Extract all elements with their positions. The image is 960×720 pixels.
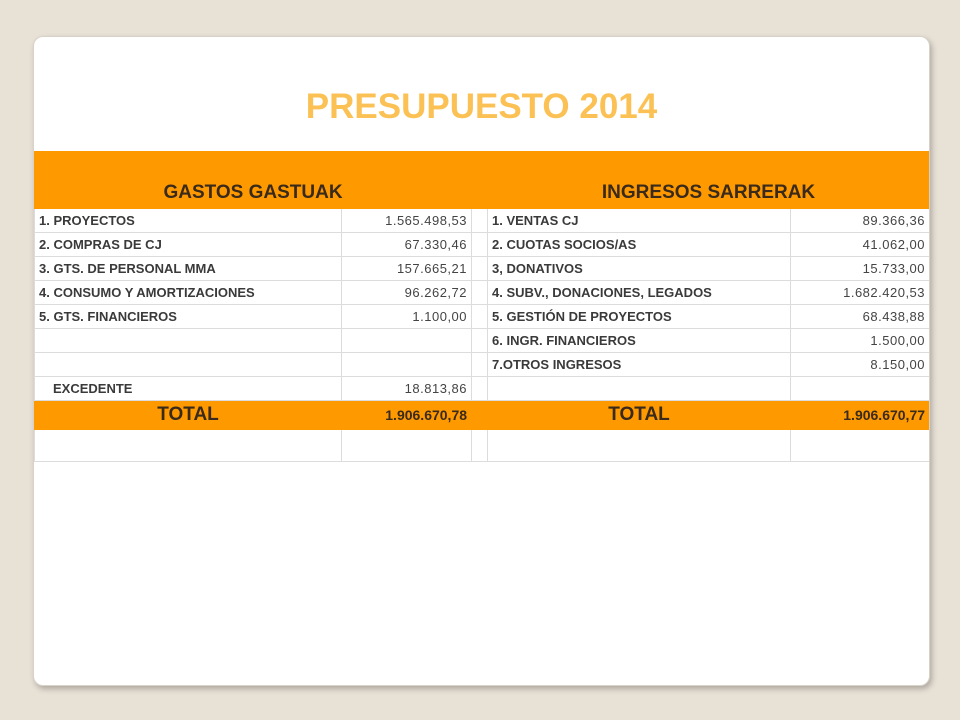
budget-table [34, 151, 930, 462]
ingreso-label: 5. GESTIÓN DE PROYECTOS [488, 305, 791, 329]
gasto-value [342, 329, 472, 353]
ingreso-value: 15.733,00 [791, 257, 930, 281]
gasto-label: EXCEDENTE [35, 377, 342, 401]
gasto-value: 18.813,86 [342, 377, 472, 401]
gap-cell [472, 281, 488, 305]
gasto-value: 1.100,00 [342, 305, 472, 329]
ingreso-value: 1.500,00 [791, 329, 930, 353]
gap-cell [472, 329, 488, 353]
gasto-value: 67.330,46 [342, 233, 472, 257]
table-row [35, 209, 930, 233]
table-row [35, 377, 930, 401]
empty-cell [342, 430, 472, 462]
ingreso-value [791, 377, 930, 401]
total-row [35, 401, 930, 430]
ingreso-value: 1.682.420,53 [791, 281, 930, 305]
budget-table-body [35, 152, 930, 462]
ingreso-label: 7.OTROS INGRESOS [488, 353, 791, 377]
empty-cell [35, 430, 342, 462]
ingreso-label: 4. SUBV., DONACIONES, LEGADOS [488, 281, 791, 305]
gastos-total-value: 1.906.670,78 [342, 401, 472, 430]
gasto-value [342, 353, 472, 377]
gasto-label [35, 353, 342, 377]
ingreso-label [488, 377, 791, 401]
gasto-label: 5. GTS. FINANCIEROS [35, 305, 342, 329]
table-row [35, 353, 930, 377]
ingreso-value: 68.438,88 [791, 305, 930, 329]
ingreso-label: 1. VENTAS CJ [488, 209, 791, 233]
gasto-value: 96.262,72 [342, 281, 472, 305]
ingreso-label: 3, DONATIVOS [488, 257, 791, 281]
page-title [34, 87, 929, 127]
gap-cell [472, 152, 488, 209]
gasto-label [35, 329, 342, 353]
title-text: PRESUPUESTO 2014 [305, 87, 658, 126]
gap-cell [472, 233, 488, 257]
ingreso-value: 89.366,36 [791, 209, 930, 233]
empty-cell [488, 430, 791, 462]
gasto-value: 157.665,21 [342, 257, 472, 281]
table-row [35, 329, 930, 353]
gasto-label: 3. GTS. DE PERSONAL MMA [35, 257, 342, 281]
gap-cell [472, 353, 488, 377]
budget-table-container [34, 151, 929, 462]
empty-cell [791, 430, 930, 462]
gastos-header: GASTOS GASTUAK [35, 152, 472, 209]
gap-cell [472, 377, 488, 401]
ingreso-label: 6. INGR. FINANCIEROS [488, 329, 791, 353]
table-row [35, 233, 930, 257]
gasto-label: 1. PROYECTOS [35, 209, 342, 233]
gasto-value: 1.565.498,53 [342, 209, 472, 233]
gap-cell [472, 430, 488, 462]
ingresos-total-label: TOTAL [488, 401, 791, 430]
ingreso-value: 41.062,00 [791, 233, 930, 257]
empty-row [35, 430, 930, 462]
header-row [35, 152, 930, 209]
slide [33, 36, 930, 686]
gap-cell [472, 305, 488, 329]
gap-cell [472, 401, 488, 430]
ingresos-total-value: 1.906.670,77 [791, 401, 930, 430]
table-row [35, 305, 930, 329]
gap-cell [472, 209, 488, 233]
ingreso-value: 8.150,00 [791, 353, 930, 377]
table-row [35, 257, 930, 281]
gasto-label: 4. CONSUMO Y AMORTIZACIONES [35, 281, 342, 305]
gasto-label: 2. COMPRAS DE CJ [35, 233, 342, 257]
ingreso-label: 2. CUOTAS SOCIOS/AS [488, 233, 791, 257]
ingresos-header: INGRESOS SARRERAK [488, 152, 930, 209]
gap-cell [472, 257, 488, 281]
gastos-total-label: TOTAL [35, 401, 342, 430]
table-row [35, 281, 930, 305]
